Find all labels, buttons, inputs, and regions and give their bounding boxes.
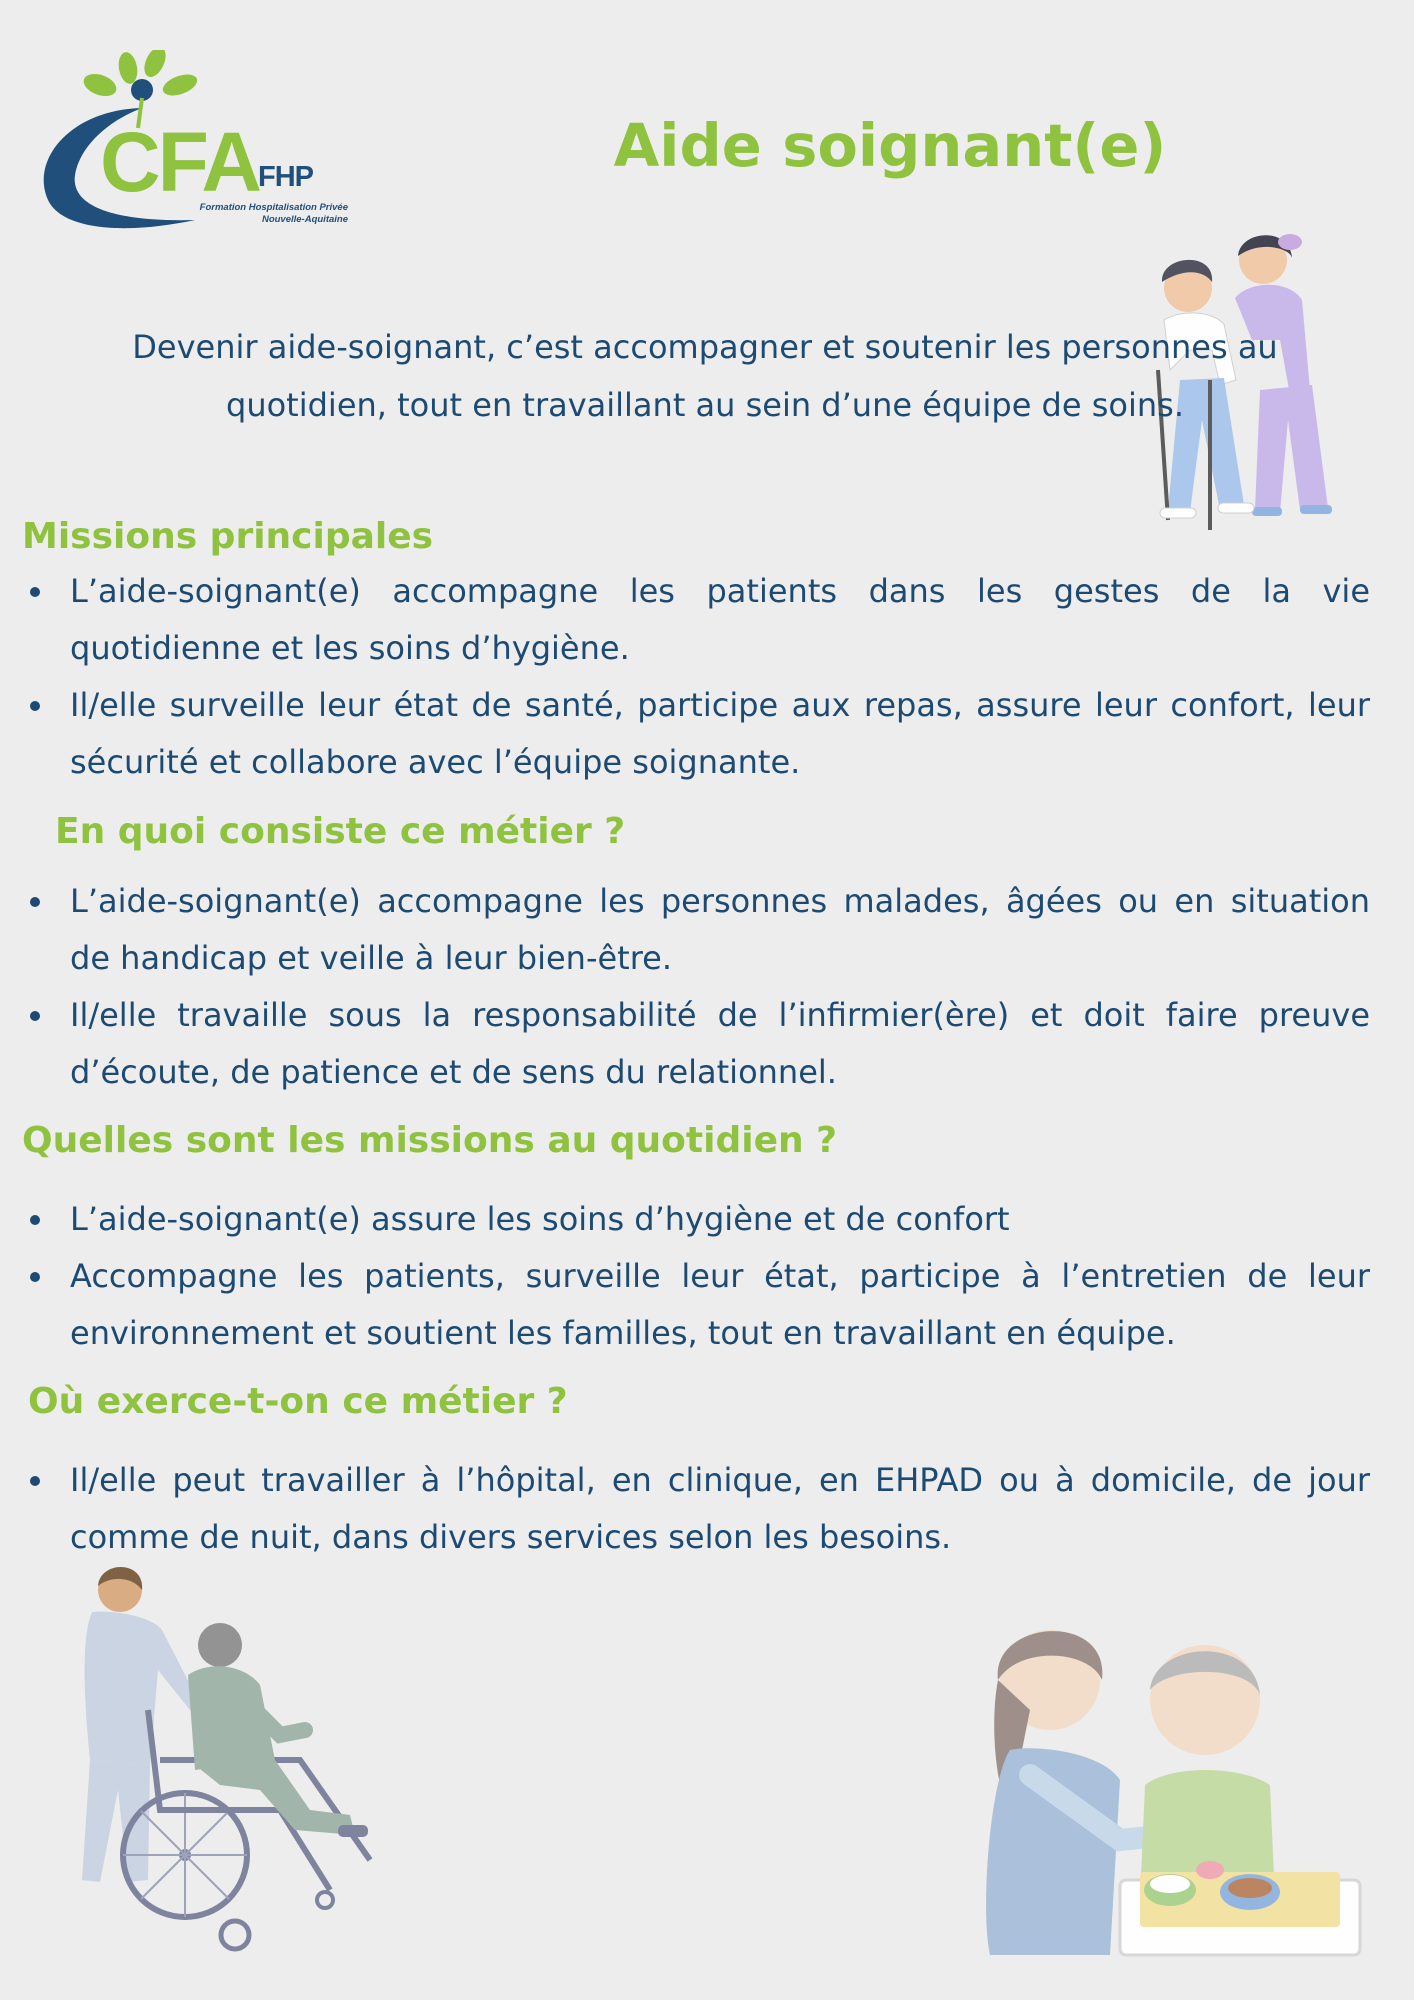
list-item: Accompagne les patients, surveille leur état, participe à l’entretien de leur environnement et soutient les familles, tout en travaillant en équipe. [22,1248,1370,1362]
ou-exerce-t-on-list [22,1452,1370,1566]
section-heading-ou-exerce-t-on: Où exerce-t-on ce métier ? [28,1381,568,1422]
list-item: L’aide-soignant(e) assure les soins d’hygiène et de confort [22,1191,1370,1248]
intro-paragraph: Devenir aide-soignant, c’est accompagner et soutenir les personnes au quotidien, tout en travaillant au sein d’une équipe de soins. [132,328,1278,424]
logo-tagline-line2: Nouvelle-Aquitaine [261,214,348,225]
list-item: Il/elle surveille leur état de santé, participe aux repas, assure leur confort, leur sécurité et collabore avec l’équipe soignante. [22,677,1370,791]
en-quoi-consiste-list [22,873,1370,1101]
section-heading-missions-principales: Missions principales [22,516,434,557]
section-heading-missions-au-quotidien: Quelles sont les missions au quotidien ? [22,1120,838,1161]
meal-assistance-illustration [970,1610,1370,1960]
list-item: L’aide-soignant(e) accompagne les patients dans les gestes de la vie quotidienne et les soins d’hygiène. [22,563,1370,677]
list-item: Il/elle travaille sous la responsabilité de l’infirmier(ère) et doit faire preuve d’écoute, de patience et de sens du relationnel. [22,987,1370,1101]
missions-au-quotidien-list [22,1191,1370,1362]
logo-tagline-line1: Formation Hospitalisation Privée [199,202,348,213]
logo-wordmark: CFA [100,115,259,209]
logo-suffix: FHP [258,161,313,193]
list-item: Il/elle peut travailler à l’hôpital, en clinique, en EHPAD ou à domicile, de jour comme de nuit, dans divers services selon les besoins. [22,1452,1370,1566]
cfa-fhp-logo [30,50,348,235]
missions-principales-list [22,563,1370,791]
list-item: L’aide-soignant(e) accompagne les personnes malades, âgées ou en situation de handicap et veille à leur bien-être. [22,873,1370,987]
wheelchair-illustration [70,1560,390,1955]
page-title: Aide soignant(e) [613,111,1167,180]
section-heading-en-quoi-consiste: En quoi consiste ce métier ? [55,811,626,852]
logo-tagline [90,202,348,226]
